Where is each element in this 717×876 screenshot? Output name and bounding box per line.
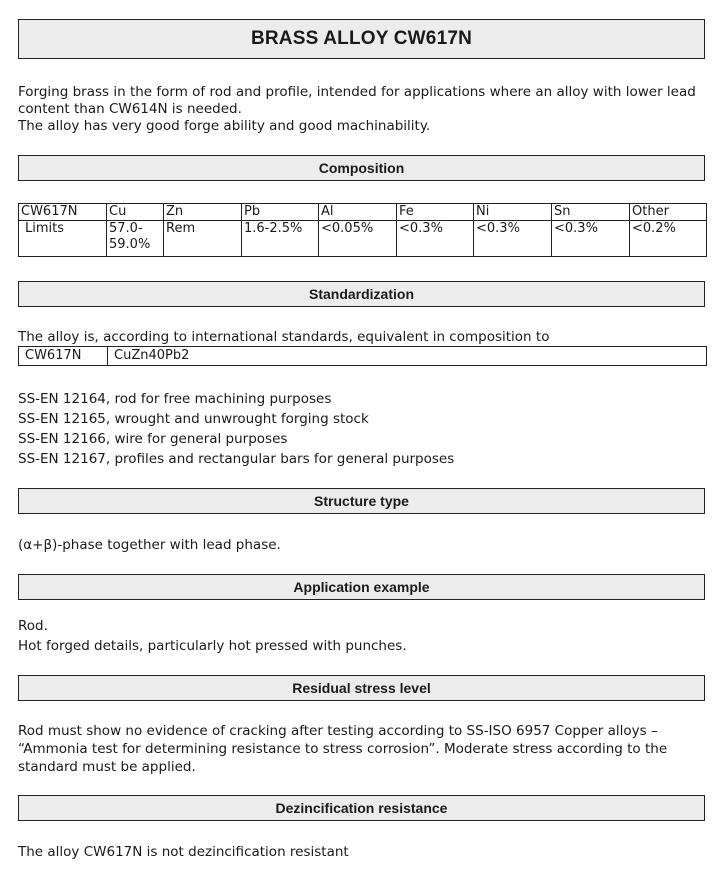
composition-table	[18, 203, 707, 257]
equivalence-designation: CuZn40Pb2	[108, 347, 707, 366]
residual-heading: Residual stress level	[292, 680, 431, 696]
application-heading: Application example	[293, 579, 430, 595]
structure-heading-box	[18, 488, 705, 514]
cu-value-line-2: 59.0%	[109, 237, 151, 252]
composition-header-cell: Other	[630, 204, 707, 221]
composition-header-row	[19, 204, 707, 221]
structure-text: (α+β)-phase together with lead phase.	[18, 537, 281, 553]
standardization-intro: The alloy is, according to international standards, equivalent in composition to	[18, 329, 550, 345]
composition-header-cell: Ni	[474, 204, 552, 221]
dezincification-heading: Dezincification resistance	[275, 800, 448, 816]
composition-value-cell: <0.3%	[474, 221, 552, 257]
residual-heading-box	[18, 675, 705, 701]
page-title: BRASS ALLOY CW617N	[250, 28, 473, 49]
standardization-heading-box	[18, 281, 705, 307]
composition-header-cell: Pb	[242, 204, 319, 221]
intro-line-3: The alloy has very good forge ability and good machinability.	[18, 118, 431, 134]
page-title-box	[18, 19, 705, 59]
application-line-2: Hot forged details, particularly hot pressed with punches.	[18, 638, 407, 654]
equivalence-row	[19, 347, 707, 366]
composition-header-cell: Fe	[397, 204, 474, 221]
application-heading-box	[18, 574, 705, 600]
standard-item: SS-EN 12167, profiles and rectangular bars for general purposes	[18, 451, 455, 467]
composition-heading-box	[18, 155, 705, 181]
composition-value-cell: <0.2%	[630, 221, 707, 257]
composition-value-cell: <0.3%	[397, 221, 474, 257]
intro-line-2: content than CW614N is needed.	[18, 101, 242, 117]
composition-value-cell: <0.3%	[552, 221, 630, 257]
standard-item: SS-EN 12164, rod for free machining purposes	[18, 391, 332, 407]
structure-heading: Structure type	[314, 493, 409, 509]
composition-header-cell: Cu	[107, 204, 164, 221]
dezincification-text: The alloy CW617N is not dezincification resistant	[18, 844, 349, 860]
equivalence-table	[18, 346, 707, 366]
composition-header-cell: Sn	[552, 204, 630, 221]
standard-item: SS-EN 12166, wire for general purposes	[18, 431, 288, 447]
equivalence-alloy: CW617N	[19, 347, 108, 366]
composition-value-cell: 1.6-2.5%	[242, 221, 319, 257]
composition-header-cell: Zn	[164, 204, 242, 221]
composition-limits-row	[19, 221, 707, 257]
residual-line-3: standard must be applied.	[18, 759, 196, 775]
residual-line-1: Rod must show no evidence of cracking after testing according to SS-ISO 6957 Copper alloys –	[18, 723, 658, 739]
application-line-1: Rod.	[18, 618, 48, 634]
cu-value-cell	[107, 221, 164, 257]
composition-value-cell: <0.05%	[319, 221, 397, 257]
standardization-heading: Standardization	[308, 286, 414, 302]
standard-item: SS-EN 12165, wrought and unwrought forging stock	[18, 411, 369, 427]
dezincification-heading-box	[18, 795, 705, 821]
cu-value-line-1: 57.0-	[109, 221, 143, 236]
residual-line-2: “Ammonia test for determining resistance to stress corrosion”. Moderate stress according to the	[18, 741, 668, 757]
intro-line-1: Forging brass in the form of rod and profile, intended for applications where an alloy with lower lead	[18, 84, 696, 100]
limits-label: Limits	[19, 221, 107, 257]
composition-header-cell: CW617N	[19, 204, 107, 221]
composition-header-cell: Al	[319, 204, 397, 221]
composition-value-cell: Rem	[164, 221, 242, 257]
composition-heading: Composition	[318, 160, 405, 176]
